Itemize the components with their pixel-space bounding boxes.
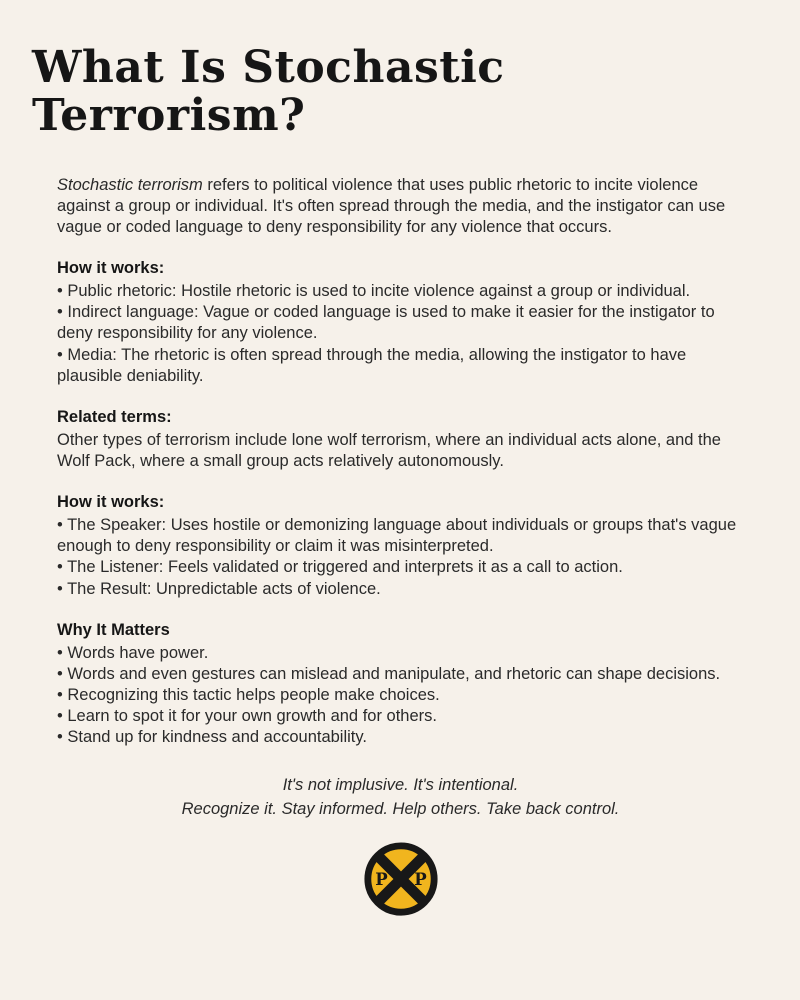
closing-line-2: Recognize it. Stay informed. Help others. Take back control.	[181, 800, 620, 819]
intro-text: refers to political violence that uses public rhetoric to incite violence against a group or individual. It's often spread through the media, and the instigator can use vague or coded language to deny responsibility for any violence that occurs.	[57, 175, 726, 236]
closing-line-1: It's not implusive. It's intentional.	[282, 776, 519, 795]
logo-letter-right: P	[413, 868, 427, 889]
section-heading: How it works:	[57, 259, 165, 278]
section-related-terms	[57, 407, 744, 472]
pp-crossbuck-logo	[362, 840, 440, 918]
section-why-it-matters	[57, 620, 744, 749]
bullet-list	[57, 281, 744, 387]
intro-paragraph	[57, 175, 744, 238]
bullet-item: • Learn to spot it for your own growth and for others.	[57, 707, 437, 726]
bullet-item: • Recognizing this tactic helps people make choices.	[57, 685, 440, 704]
bullet-item: • The Speaker: Uses hostile or demonizing language about individuals or groups that's vague enough to deny responsibility or claim it was misinterpreted.	[57, 516, 737, 556]
bullet-item: • Public rhetoric: Hostile rhetoric is used to incite violence against a group or individual.	[57, 282, 691, 301]
logo-container	[57, 840, 744, 918]
bullet-item: • Words have power.	[57, 643, 209, 662]
section-heading: Related terms:	[57, 407, 172, 426]
bullet-item: • The Listener: Feels validated or triggered and interprets it as a call to action.	[57, 558, 623, 577]
bullet-list	[57, 643, 744, 749]
section-heading: Why It Matters	[57, 620, 170, 639]
bullet-item: • Stand up for kindness and accountability.	[57, 728, 367, 747]
bullet-item: • Indirect language: Vague or coded language is used to make it easier for the instigator to deny responsibility for any violence.	[57, 303, 715, 343]
intro-term: Stochastic terrorism	[57, 175, 203, 194]
section-paragraph: Other types of terrorism include lone wolf terrorism, where an individual acts alone, and the Wolf Pack, where a small group acts relatively autonomously.	[57, 430, 721, 470]
bullet-item: • The Result: Unpredictable acts of violence.	[57, 579, 381, 598]
section-heading: How it works:	[57, 493, 165, 512]
section-how-it-works-1	[57, 258, 744, 387]
bullet-list	[57, 515, 744, 599]
logo-letter-left: P	[374, 868, 388, 889]
section-how-it-works-2	[57, 492, 744, 600]
bullet-item: • Words and even gestures can mislead and manipulate, and rhetoric can shape decisions.	[57, 664, 721, 683]
closing-message	[57, 774, 744, 822]
page-title: What Is Stochastic Terrorism?	[32, 42, 505, 142]
bullet-item: • Media: The rhetoric is often spread through the media, allowing the instigator to have plausible deniability.	[57, 345, 687, 385]
